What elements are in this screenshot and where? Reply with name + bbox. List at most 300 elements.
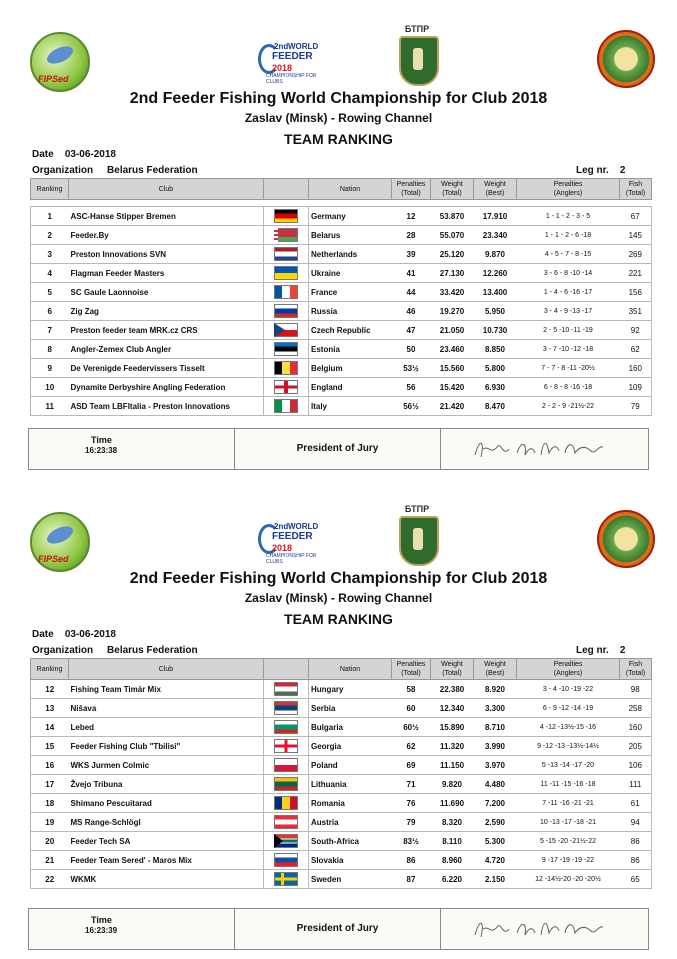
table-row: [31, 321, 652, 340]
weight-total-cell: 25.120: [431, 245, 474, 264]
weight-total-cell: 6.220: [431, 870, 474, 889]
btpr-logo: [393, 24, 441, 88]
fish-total-cell: 269: [620, 245, 652, 264]
world-championship-logo: [258, 38, 320, 85]
col-penalties-total: Penalties (Total): [392, 179, 431, 200]
weight-total-cell: 11.690: [431, 794, 474, 813]
penalties-total-cell: 46: [392, 302, 431, 321]
table-header-row: [31, 659, 652, 680]
table-row: [31, 775, 652, 794]
fish-total-cell: 205: [620, 737, 652, 756]
club-cell: Nišava: [69, 699, 264, 718]
nation-cell: Poland: [309, 756, 392, 775]
flag-cell: [264, 302, 309, 321]
rank-cell: 7: [31, 321, 69, 340]
penalties-anglers-cell: 5 -15 -20 -21½-22: [517, 832, 620, 851]
table-row: [31, 302, 652, 321]
nation-cell: Czech Republic: [309, 321, 392, 340]
penalties-total-cell: 44: [392, 283, 431, 302]
table-row: [31, 794, 652, 813]
romania-flag-icon: [274, 796, 298, 810]
sweden-flag-icon: [274, 872, 298, 886]
fish-total-cell: 145: [620, 226, 652, 245]
report-footer: [28, 428, 649, 470]
penalties-anglers-cell: 4 -12 -13½-15 -16: [517, 718, 620, 737]
nation-cell: Bulgaria: [309, 718, 392, 737]
col-fish-total: Fish (Total): [620, 179, 652, 200]
ukraine-flag-icon: [274, 266, 298, 280]
organization-line: [32, 165, 198, 176]
venue-subtitle: Zaslav (Minsk) - Rowing Channel: [244, 111, 433, 125]
rank-cell: 14: [31, 718, 69, 737]
poland-flag-icon: [274, 758, 298, 772]
footer-divider: [440, 429, 441, 469]
belarus-federation-logo: [597, 510, 655, 568]
bulgaria-flag-icon: [274, 720, 298, 734]
fish-icon: [44, 523, 75, 548]
col-nation: Nation: [309, 179, 392, 200]
rank-cell: 3: [31, 245, 69, 264]
btpr-logo-text: БТПР: [404, 24, 430, 34]
rank-cell: 4: [31, 264, 69, 283]
flag-cell: [264, 226, 309, 245]
flag-cell: [264, 737, 309, 756]
weight-best-cell: 10.730: [474, 321, 517, 340]
venue-subtitle: Zaslav (Minsk) - Rowing Channel: [244, 591, 433, 605]
date-line: [32, 149, 116, 160]
club-cell: ASC-Hanse Stipper Bremen: [69, 207, 264, 226]
weight-best-cell: 2.150: [474, 870, 517, 889]
club-cell: WKMK: [69, 870, 264, 889]
fish-total-cell: 106: [620, 756, 652, 775]
president-of-jury-label: President of Jury: [296, 443, 379, 454]
jury-signature: [469, 915, 609, 943]
weight-total-cell: 8.110: [431, 832, 474, 851]
wc-logo-world: WORLD: [288, 522, 319, 531]
table-row: [31, 207, 652, 226]
penalties-total-cell: 47: [392, 321, 431, 340]
nation-cell: France: [309, 283, 392, 302]
club-cell: Preston feeder team MRK.cz CRS: [69, 321, 264, 340]
penalties-total-cell: 28: [392, 226, 431, 245]
col-flag: [264, 179, 309, 200]
table-row: [31, 851, 652, 870]
nation-cell: Netherlands: [309, 245, 392, 264]
fish-total-cell: 94: [620, 813, 652, 832]
weight-best-cell: 3.970: [474, 756, 517, 775]
leg-line: [576, 165, 625, 176]
weight-best-cell: 23.340: [474, 226, 517, 245]
club-cell: De Verenigde Feedervissers Tisselt: [69, 359, 264, 378]
penalties-total-cell: 12: [392, 207, 431, 226]
fish-total-cell: 221: [620, 264, 652, 283]
penalties-anglers-cell: 9 -12 -13 -13½-14½: [517, 737, 620, 756]
jury-signature: [469, 435, 609, 463]
fish-total-cell: 86: [620, 832, 652, 851]
weight-best-cell: 5.300: [474, 832, 517, 851]
club-cell: Flagman Feeder Masters: [69, 264, 264, 283]
fish-total-cell: 258: [620, 699, 652, 718]
nation-cell: Serbia: [309, 699, 392, 718]
nation-cell: Belgium: [309, 359, 392, 378]
penalties-total-cell: 60½: [392, 718, 431, 737]
flag-cell: [264, 794, 309, 813]
flag-cell: [264, 680, 309, 699]
rank-cell: 10: [31, 378, 69, 397]
fish-total-cell: 86: [620, 851, 652, 870]
rank-cell: 18: [31, 794, 69, 813]
penalties-total-cell: 53½: [392, 359, 431, 378]
weight-best-cell: 5.800: [474, 359, 517, 378]
belarus-flag-icon: [274, 228, 298, 242]
team-ranking-table: [30, 178, 652, 416]
penalties-anglers-cell: 7 -11 -16 -21 -21: [517, 794, 620, 813]
table-row: [31, 813, 652, 832]
col-club: Club: [69, 659, 264, 680]
penalties-anglers-cell: 6 - 8 - 8 -16 -18: [517, 378, 620, 397]
weight-total-cell: 21.420: [431, 397, 474, 416]
wc-logo-small: 2nd: [274, 42, 289, 51]
flag-cell: [264, 775, 309, 794]
club-cell: SC Gaule Laonnoise: [69, 283, 264, 302]
weight-best-cell: 4.720: [474, 851, 517, 870]
rank-cell: 11: [31, 397, 69, 416]
weight-best-cell: 17.910: [474, 207, 517, 226]
report-heading: TEAM RANKING: [284, 131, 393, 147]
wc-logo-tag: CHAMPIONSHIP FOR CLUBS: [266, 553, 317, 565]
shield-icon: [399, 516, 439, 566]
weight-best-cell: 8.470: [474, 397, 517, 416]
table-row: [31, 756, 652, 775]
table-row: [31, 870, 652, 889]
club-cell: Angler-Zemex Club Angler: [69, 340, 264, 359]
penalties-total-cell: 39: [392, 245, 431, 264]
fish-total-cell: 92: [620, 321, 652, 340]
table-row: [31, 226, 652, 245]
nation-cell: Hungary: [309, 680, 392, 699]
weight-best-cell: 3.300: [474, 699, 517, 718]
hungary-flag-icon: [274, 682, 298, 696]
weight-total-cell: 11.150: [431, 756, 474, 775]
time-label: Time: [91, 915, 112, 925]
nation-cell: Romania: [309, 794, 392, 813]
nation-cell: England: [309, 378, 392, 397]
nation-cell: Estonia: [309, 340, 392, 359]
germany-flag-icon: [274, 209, 298, 223]
report-page-1: [0, 0, 677, 479]
fish-total-cell: 67: [620, 207, 652, 226]
leg-value: 2: [619, 165, 626, 176]
leg-label: Leg nr.: [576, 165, 609, 176]
col-fish-total: Fish (Total): [620, 659, 652, 680]
col-penalties-anglers: Penalties (Anglers): [517, 179, 620, 200]
table-row: [31, 680, 652, 699]
nation-cell: Italy: [309, 397, 392, 416]
club-cell: Fishing Team Timár Mix: [69, 680, 264, 699]
weight-best-cell: 8.850: [474, 340, 517, 359]
lithuania-flag-icon: [274, 777, 298, 791]
table-row: [31, 832, 652, 851]
rank-cell: 2: [31, 226, 69, 245]
club-cell: Preston Innovations SVN: [69, 245, 264, 264]
weight-total-cell: 53.870: [431, 207, 474, 226]
president-of-jury-label: President of Jury: [296, 923, 379, 934]
flag-cell: [264, 207, 309, 226]
weight-best-cell: 3.990: [474, 737, 517, 756]
penalties-total-cell: 56½: [392, 397, 431, 416]
time-value: 16:23:38: [85, 446, 118, 455]
flag-cell: [264, 378, 309, 397]
rank-cell: 17: [31, 775, 69, 794]
col-weight-best: Weight (Best): [474, 659, 517, 680]
col-weight-total: Weight (Total): [431, 659, 474, 680]
penalties-anglers-cell: 2 - 2 - 9 -21½-22: [517, 397, 620, 416]
wc-logo-small: 2nd: [274, 522, 289, 531]
penalties-total-cell: 69: [392, 756, 431, 775]
club-cell: Žvejo Tribuna: [69, 775, 264, 794]
fish-total-cell: 61: [620, 794, 652, 813]
penalties-anglers-cell: 3 - 6 - 8 -10 -14: [517, 264, 620, 283]
report-heading: TEAM RANKING: [284, 611, 393, 627]
rank-cell: 16: [31, 756, 69, 775]
leg-value: 2: [619, 645, 626, 656]
weight-best-cell: 13.400: [474, 283, 517, 302]
team-ranking-table: [30, 658, 652, 889]
wc-logo-year: 2018: [272, 543, 293, 553]
fish-total-cell: 111: [620, 775, 652, 794]
wc-logo-feeder: FEEDER: [272, 51, 313, 62]
fish-total-cell: 351: [620, 302, 652, 321]
table-row: [31, 359, 652, 378]
weight-total-cell: 11.320: [431, 737, 474, 756]
flag-cell: [264, 813, 309, 832]
rank-cell: 8: [31, 340, 69, 359]
penalties-anglers-cell: 12 -14½-20 -20 -20½: [517, 870, 620, 889]
fish-total-cell: 160: [620, 359, 652, 378]
france-flag-icon: [274, 285, 298, 299]
austria-flag-icon: [274, 815, 298, 829]
nation-cell: Russia: [309, 302, 392, 321]
col-ranking: Ranking: [31, 659, 69, 680]
serbia-flag-icon: [274, 701, 298, 715]
penalties-total-cell: 79: [392, 813, 431, 832]
nation-cell: Germany: [309, 207, 392, 226]
netherlands-flag-icon: [274, 247, 298, 261]
flag-cell: [264, 870, 309, 889]
flag-cell: [264, 283, 309, 302]
italy-flag-icon: [274, 399, 298, 413]
penalties-total-cell: 86: [392, 851, 431, 870]
flag-cell: [264, 340, 309, 359]
club-cell: Dynamite Derbyshire Angling Federation: [69, 378, 264, 397]
weight-total-cell: 8.320: [431, 813, 474, 832]
footer-divider: [440, 909, 441, 949]
report-page-2: [0, 480, 677, 959]
club-cell: WKS Jurmen Colmic: [69, 756, 264, 775]
club-cell: MS Range-Schlögl: [69, 813, 264, 832]
weight-total-cell: 27.130: [431, 264, 474, 283]
weight-total-cell: 19.270: [431, 302, 474, 321]
weight-best-cell: 9.870: [474, 245, 517, 264]
date-line: [32, 629, 116, 640]
table-row: [31, 340, 652, 359]
fish-total-cell: 160: [620, 718, 652, 737]
club-cell: Feeder Tech SA: [69, 832, 264, 851]
col-club: Club: [69, 179, 264, 200]
georgia-flag-icon: [274, 739, 298, 753]
leg-line: [576, 645, 625, 656]
table-row: [31, 283, 652, 302]
rank-cell: 12: [31, 680, 69, 699]
penalties-total-cell: 76: [392, 794, 431, 813]
col-weight-best: Weight (Best): [474, 179, 517, 200]
page-title: 2nd Feeder Fishing World Championship for Club 2018: [129, 90, 548, 107]
flag-cell: [264, 718, 309, 737]
slovakia-flag-icon: [274, 853, 298, 867]
fish-total-cell: 109: [620, 378, 652, 397]
btpr-logo-text: БТПР: [404, 504, 430, 514]
table-spacer-row: [31, 200, 652, 207]
date-value: 03-06-2018: [64, 629, 116, 640]
rank-cell: 20: [31, 832, 69, 851]
penalties-total-cell: 56: [392, 378, 431, 397]
flag-cell: [264, 359, 309, 378]
rank-cell: 19: [31, 813, 69, 832]
club-cell: Feeder Team Sered' - Maros Mix: [69, 851, 264, 870]
weight-total-cell: 22.380: [431, 680, 474, 699]
fish-total-cell: 156: [620, 283, 652, 302]
ranking-rows: [31, 680, 652, 889]
fish-total-cell: 79: [620, 397, 652, 416]
estonia-flag-icon: [274, 342, 298, 356]
nation-cell: Sweden: [309, 870, 392, 889]
organization-label: Organization: [32, 165, 94, 176]
flag-cell: [264, 699, 309, 718]
col-penalties-total: Penalties (Total): [392, 659, 431, 680]
flag-cell: [264, 245, 309, 264]
club-cell: Feeder.By: [69, 226, 264, 245]
table-row: [31, 699, 652, 718]
table-row: [31, 378, 652, 397]
club-cell: Zig Zag: [69, 302, 264, 321]
weight-total-cell: 33.420: [431, 283, 474, 302]
penalties-anglers-cell: 3 - 4 - 9 -13 -17: [517, 302, 620, 321]
rank-cell: 15: [31, 737, 69, 756]
penalties-anglers-cell: 1 - 1 - 2 - 6 -18: [517, 226, 620, 245]
weight-best-cell: 2.590: [474, 813, 517, 832]
penalties-anglers-cell: 5 -13 -14 -17 -20: [517, 756, 620, 775]
rank-cell: 9: [31, 359, 69, 378]
penalties-anglers-cell: 7 - 7 - 8 -11 -20½: [517, 359, 620, 378]
southafrica-flag-icon: [274, 834, 298, 848]
fish-icon: [44, 43, 75, 68]
club-cell: Feeder Fishing Club "Tbilisi": [69, 737, 264, 756]
russia-flag-icon: [274, 304, 298, 318]
nation-cell: Lithuania: [309, 775, 392, 794]
date-label: Date: [32, 149, 54, 160]
weight-total-cell: 12.340: [431, 699, 474, 718]
nation-cell: Georgia: [309, 737, 392, 756]
organization-value: Belarus Federation: [107, 645, 198, 656]
penalties-anglers-cell: 3 - 7 -10 -12 -18: [517, 340, 620, 359]
penalties-anglers-cell: 1 - 1 - 2 - 3 - 5: [517, 207, 620, 226]
page-title: 2nd Feeder Fishing World Championship for Club 2018: [129, 570, 548, 587]
date-label: Date: [32, 629, 54, 640]
penalties-total-cell: 83½: [392, 832, 431, 851]
penalties-anglers-cell: 9 -17 -19 -19 -22: [517, 851, 620, 870]
penalties-anglers-cell: 6 - 9 -12 -14 -19: [517, 699, 620, 718]
fipsed-logo-text: FIPSed: [38, 74, 69, 84]
weight-best-cell: 5.950: [474, 302, 517, 321]
belgium-flag-icon: [274, 361, 298, 375]
nation-cell: Ukraine: [309, 264, 392, 283]
date-value: 03-06-2018: [64, 149, 116, 160]
flag-cell: [264, 756, 309, 775]
wc-logo-tag: CHAMPIONSHIP FOR CLUBS: [266, 73, 317, 85]
club-cell: ASD Team LBFItalia - Preston Innovations: [69, 397, 264, 416]
wc-logo-feeder: FEEDER: [272, 531, 313, 542]
time-value: 16:23:39: [85, 926, 118, 935]
rank-cell: 21: [31, 851, 69, 870]
club-cell: Lebed: [69, 718, 264, 737]
table-row: [31, 397, 652, 416]
weight-total-cell: 15.890: [431, 718, 474, 737]
weight-total-cell: 23.460: [431, 340, 474, 359]
weight-best-cell: 8.920: [474, 680, 517, 699]
penalties-anglers-cell: 4 - 5 - 7 - 8 -15: [517, 245, 620, 264]
rank-cell: 22: [31, 870, 69, 889]
flag-cell: [264, 264, 309, 283]
table-header-row: [31, 179, 652, 200]
wc-logo-world: WORLD: [288, 42, 319, 51]
weight-total-cell: 9.820: [431, 775, 474, 794]
penalties-total-cell: 71: [392, 775, 431, 794]
penalties-total-cell: 60: [392, 699, 431, 718]
fipsed-logo: [30, 512, 90, 572]
weight-total-cell: 55.070: [431, 226, 474, 245]
weight-total-cell: 15.420: [431, 378, 474, 397]
flag-cell: [264, 397, 309, 416]
table-row: [31, 264, 652, 283]
time-label: Time: [91, 435, 112, 445]
wc-logo-year: 2018: [272, 63, 293, 73]
rank-cell: 13: [31, 699, 69, 718]
table-row: [31, 718, 652, 737]
col-flag: [264, 659, 309, 680]
penalties-total-cell: 58: [392, 680, 431, 699]
weight-best-cell: 12.260: [474, 264, 517, 283]
nation-cell: Austria: [309, 813, 392, 832]
weight-total-cell: 15.560: [431, 359, 474, 378]
table-row: [31, 245, 652, 264]
organization-line: [32, 645, 198, 656]
btpr-logo: [393, 504, 441, 568]
rank-cell: 1: [31, 207, 69, 226]
col-weight-total: Weight (Total): [431, 179, 474, 200]
penalties-total-cell: 41: [392, 264, 431, 283]
col-penalties-anglers: Penalties (Anglers): [517, 659, 620, 680]
weight-best-cell: 8.710: [474, 718, 517, 737]
penalties-total-cell: 62: [392, 737, 431, 756]
weight-best-cell: 7.200: [474, 794, 517, 813]
fipsed-logo-text: FIPSed: [38, 554, 69, 564]
czech-flag-icon: [274, 323, 298, 337]
penalties-anglers-cell: 11 -11 -15 -16 -18: [517, 775, 620, 794]
penalties-total-cell: 87: [392, 870, 431, 889]
col-ranking: Ranking: [31, 179, 69, 200]
rank-cell: 6: [31, 302, 69, 321]
shield-icon: [399, 36, 439, 86]
